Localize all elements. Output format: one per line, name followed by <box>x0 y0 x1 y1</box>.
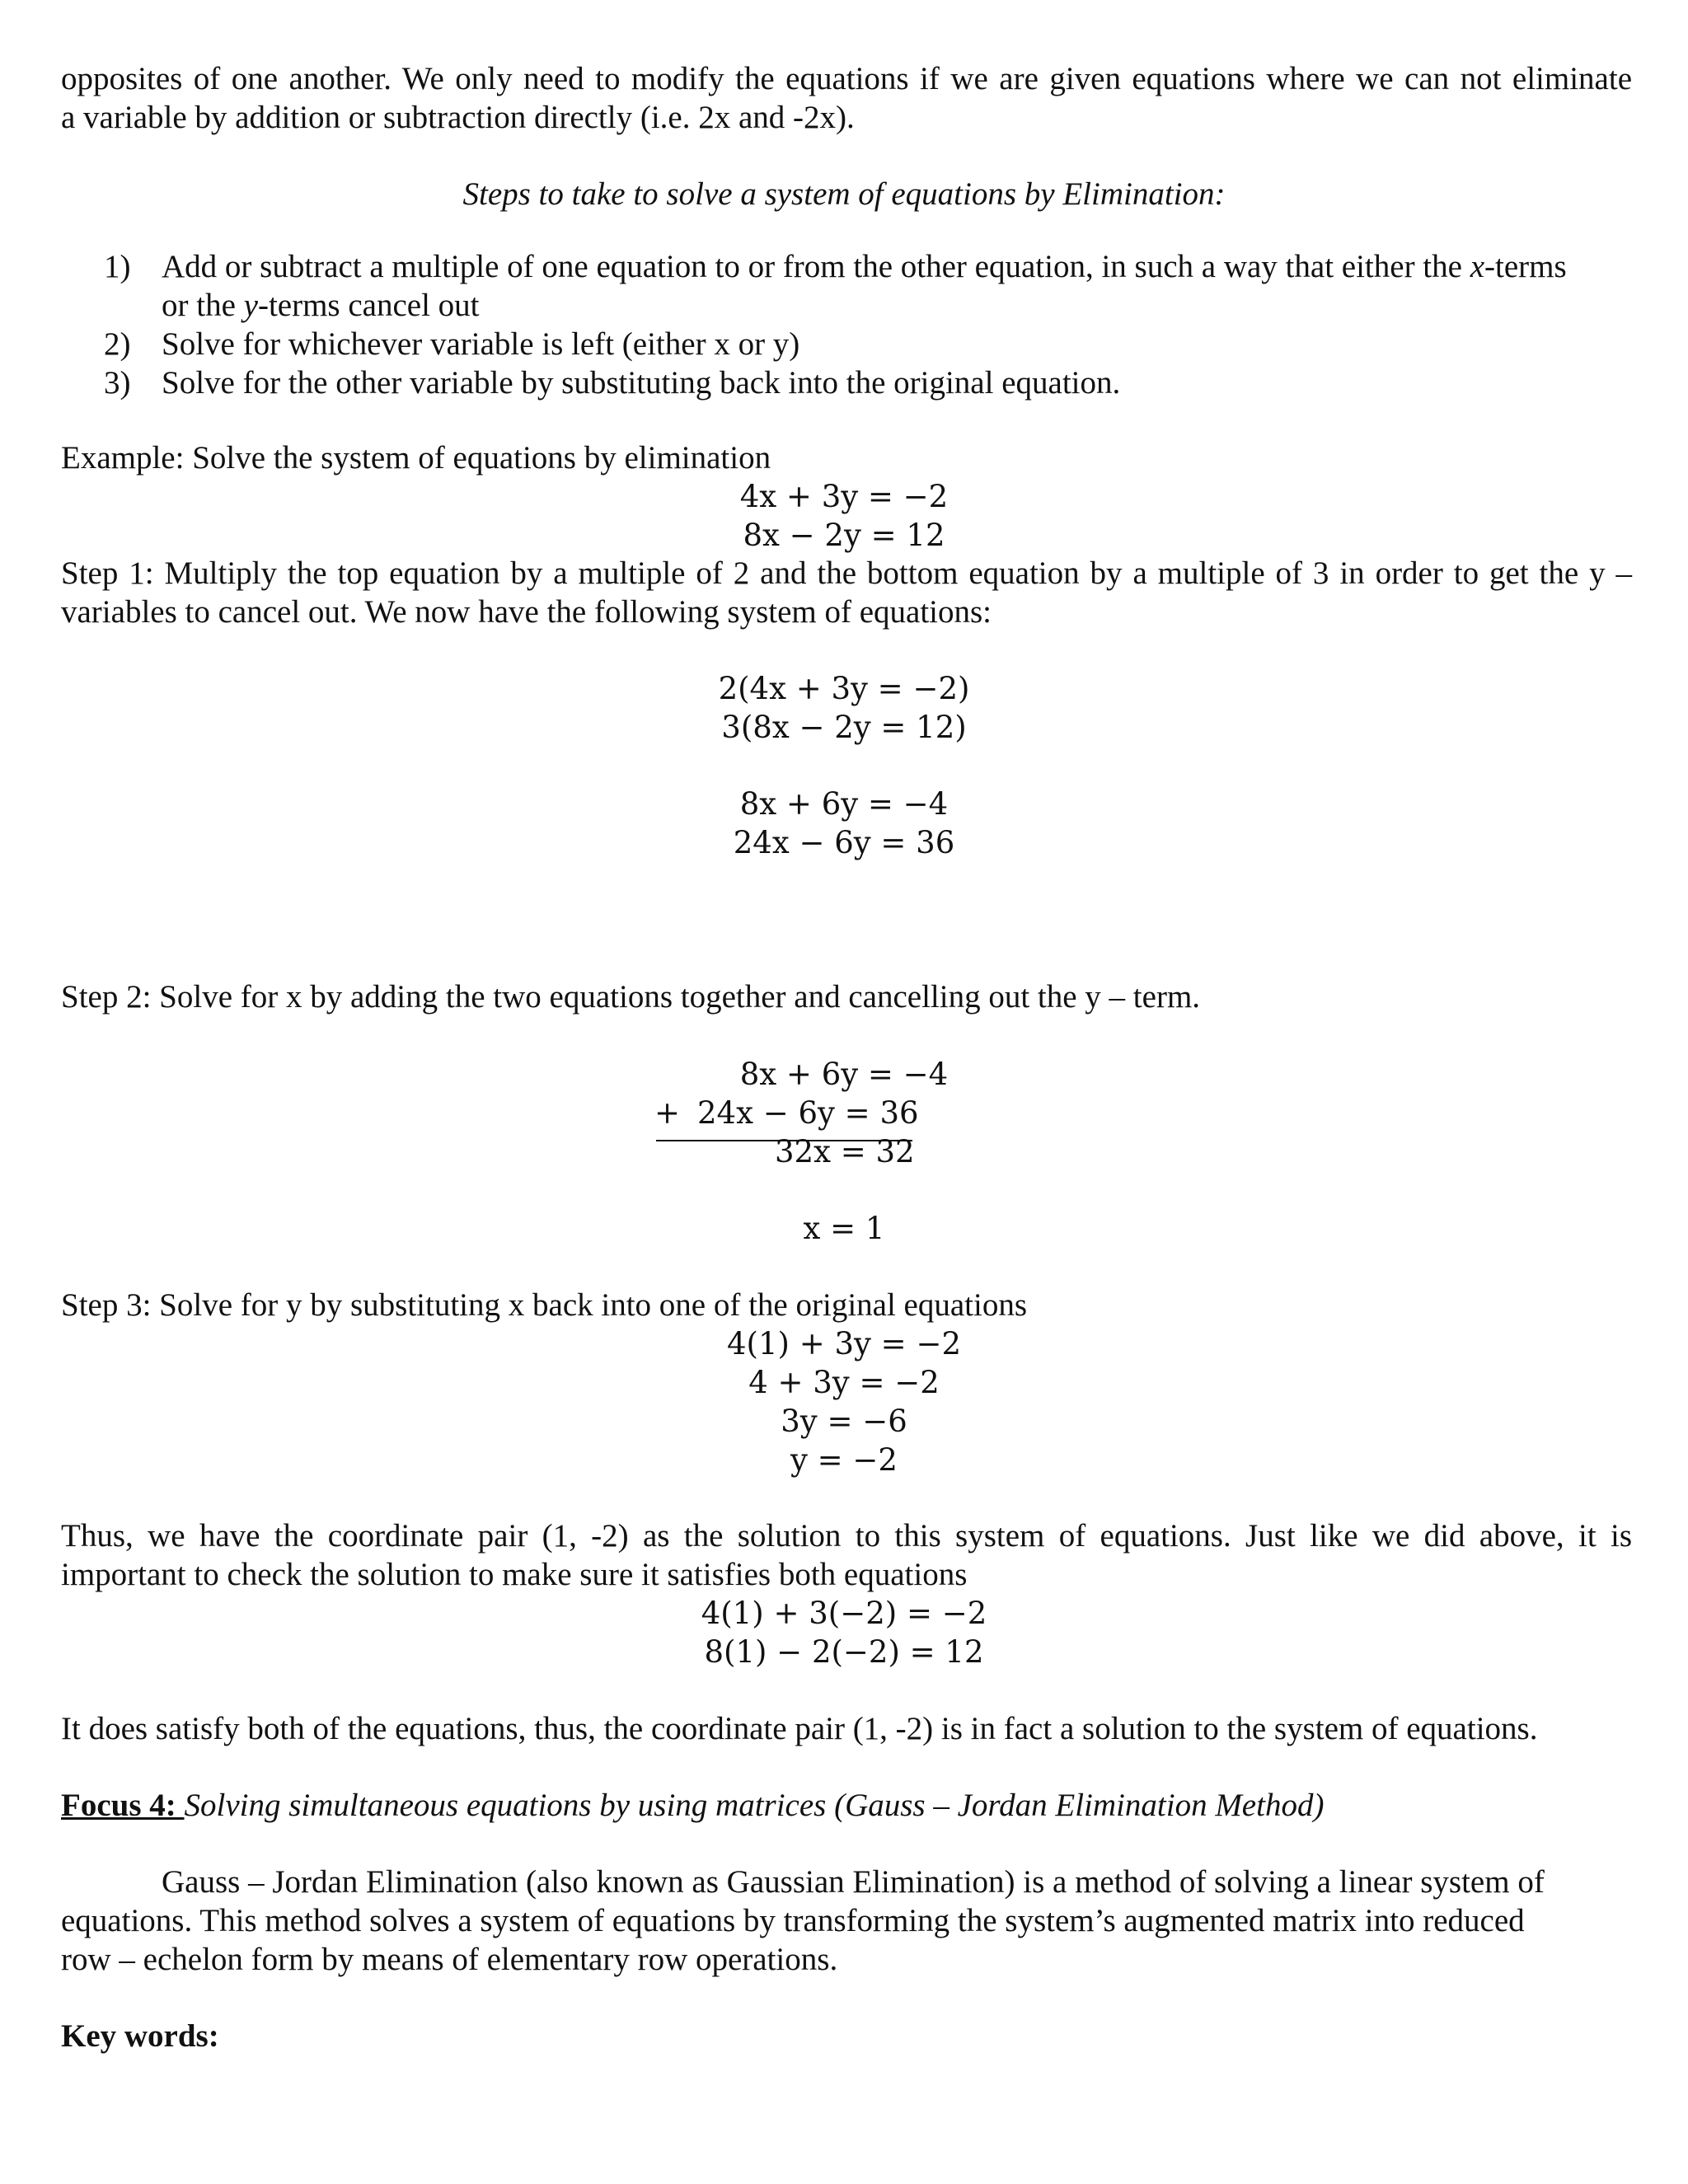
step-item-1 <box>104 247 1637 325</box>
intro-paragraph <box>61 59 1632 137</box>
example-equation-1: 4x + 3y = −2 <box>739 479 949 514</box>
step-1-text-b: -terms <box>1484 249 1567 284</box>
example-label: Example: Solve the system of equations by elimination <box>61 440 771 476</box>
conclusion-final: It does satisfy both of the equations, thus, the coordinate pair (1, -2) is in fact a solution to the system of equations. <box>61 1711 1538 1746</box>
step2-result: x = 1 <box>803 1211 885 1246</box>
step2-addend-2: 24x − 6y = 36 <box>697 1095 919 1131</box>
step1-line-1: Step 1: Multiply the top equation by a multiple of 2 and the bottom equation by a multiple of 3 in order to get the y – <box>61 555 1632 591</box>
step2-addend-1: 8x + 6y = −4 <box>739 1057 949 1092</box>
focus4-title: Solving simultaneous equations by using matrices (Gauss – Jordan Elimination Method) <box>184 1788 1325 1823</box>
step-number-1: 1) <box>104 249 131 284</box>
step-1-var-y: y <box>243 288 258 323</box>
step-item-2 <box>104 325 1637 363</box>
check-equation-2: 8(1) − 2(−2) = 12 <box>704 1634 984 1670</box>
step3-line-3: 3y = −6 <box>781 1404 907 1439</box>
step3-line-2: 4 + 3y = −2 <box>748 1365 940 1400</box>
step-number-2: 2) <box>104 326 131 362</box>
focus4-line-2: equations. This method solves a system of equations by transforming the system’s augmented matrix into reduced <box>61 1903 1525 1938</box>
step-1-var-x: x <box>1470 249 1485 284</box>
step3-text: Step 3: Solve for y by substituting x back into one of the original equations <box>61 1287 1028 1323</box>
check-equation-1: 4(1) + 3(−2) = −2 <box>701 1596 987 1631</box>
step2-sum: 32x = 32 <box>775 1134 915 1169</box>
intro-line-2: a variable by addition or subtraction directly (i.e. 2x and -2x). <box>61 100 855 135</box>
step1-paragraph <box>61 554 1632 631</box>
focus4-heading <box>61 1786 1324 1825</box>
example-equation-2: 8x − 2y = 12 <box>743 518 945 553</box>
step-1-text-a: Add or subtract a multiple of one equation to or from the other equation, in such a way that either the <box>162 249 1470 284</box>
conclusion-line-2: important to check the solution to make sure it satisfies both equations <box>61 1557 968 1592</box>
step1-multiplied-2: 3(8x − 2y = 12) <box>721 710 967 745</box>
step-1-text-c: or the <box>162 288 244 323</box>
step3-line-1: 4(1) + 3y = −2 <box>727 1326 961 1361</box>
conclusion-line-1: Thus, we have the coordinate pair (1, -2) as the solution to this system of equations. Just like we did above, it is <box>61 1518 1632 1554</box>
step1-result-1: 8x + 6y = −4 <box>739 786 949 822</box>
steps-heading: Steps to take to solve a system of equations by Elimination: <box>462 176 1226 212</box>
step2-text: Step 2: Solve for x by adding the two equations together and cancelling out the y – term. <box>61 979 1201 1015</box>
focus4-line-3: row – echelon form by means of elementary row operations. <box>61 1942 838 1977</box>
step-3-text: Solve for the other variable by substituting back into the original equation. <box>162 365 1121 401</box>
conclusion-paragraph <box>61 1516 1632 1594</box>
focus4-line-1: Gauss – Jordan Elimination (also known as Gaussian Elimination) is a method of solving a linear system of <box>162 1864 1545 1900</box>
step-item-3 <box>104 363 1637 402</box>
step1-multiplied-1: 2(4x + 3y = −2) <box>718 671 970 706</box>
step-number-3: 3) <box>104 365 131 401</box>
step1-line-2: variables to cancel out. We now have the following system of equations: <box>61 594 992 630</box>
focus4-label: Focus 4: <box>61 1788 185 1823</box>
intro-line-1: opposites of one another. We only need to modify the equations if we are given equations where we can not eliminate <box>61 61 1632 96</box>
key-words-heading: Key words: <box>61 2018 219 2054</box>
step2-plus-sign: + <box>654 1095 681 1131</box>
step3-line-4: y = −2 <box>790 1442 898 1478</box>
focus4-paragraph <box>61 1863 1632 1979</box>
step-2-text: Solve for whichever variable is left (either x or y) <box>162 326 800 362</box>
step-1-text-d: -terms cancel out <box>257 288 480 323</box>
steps-list <box>104 247 1637 402</box>
step1-result-2: 24x − 6y = 36 <box>733 825 955 860</box>
